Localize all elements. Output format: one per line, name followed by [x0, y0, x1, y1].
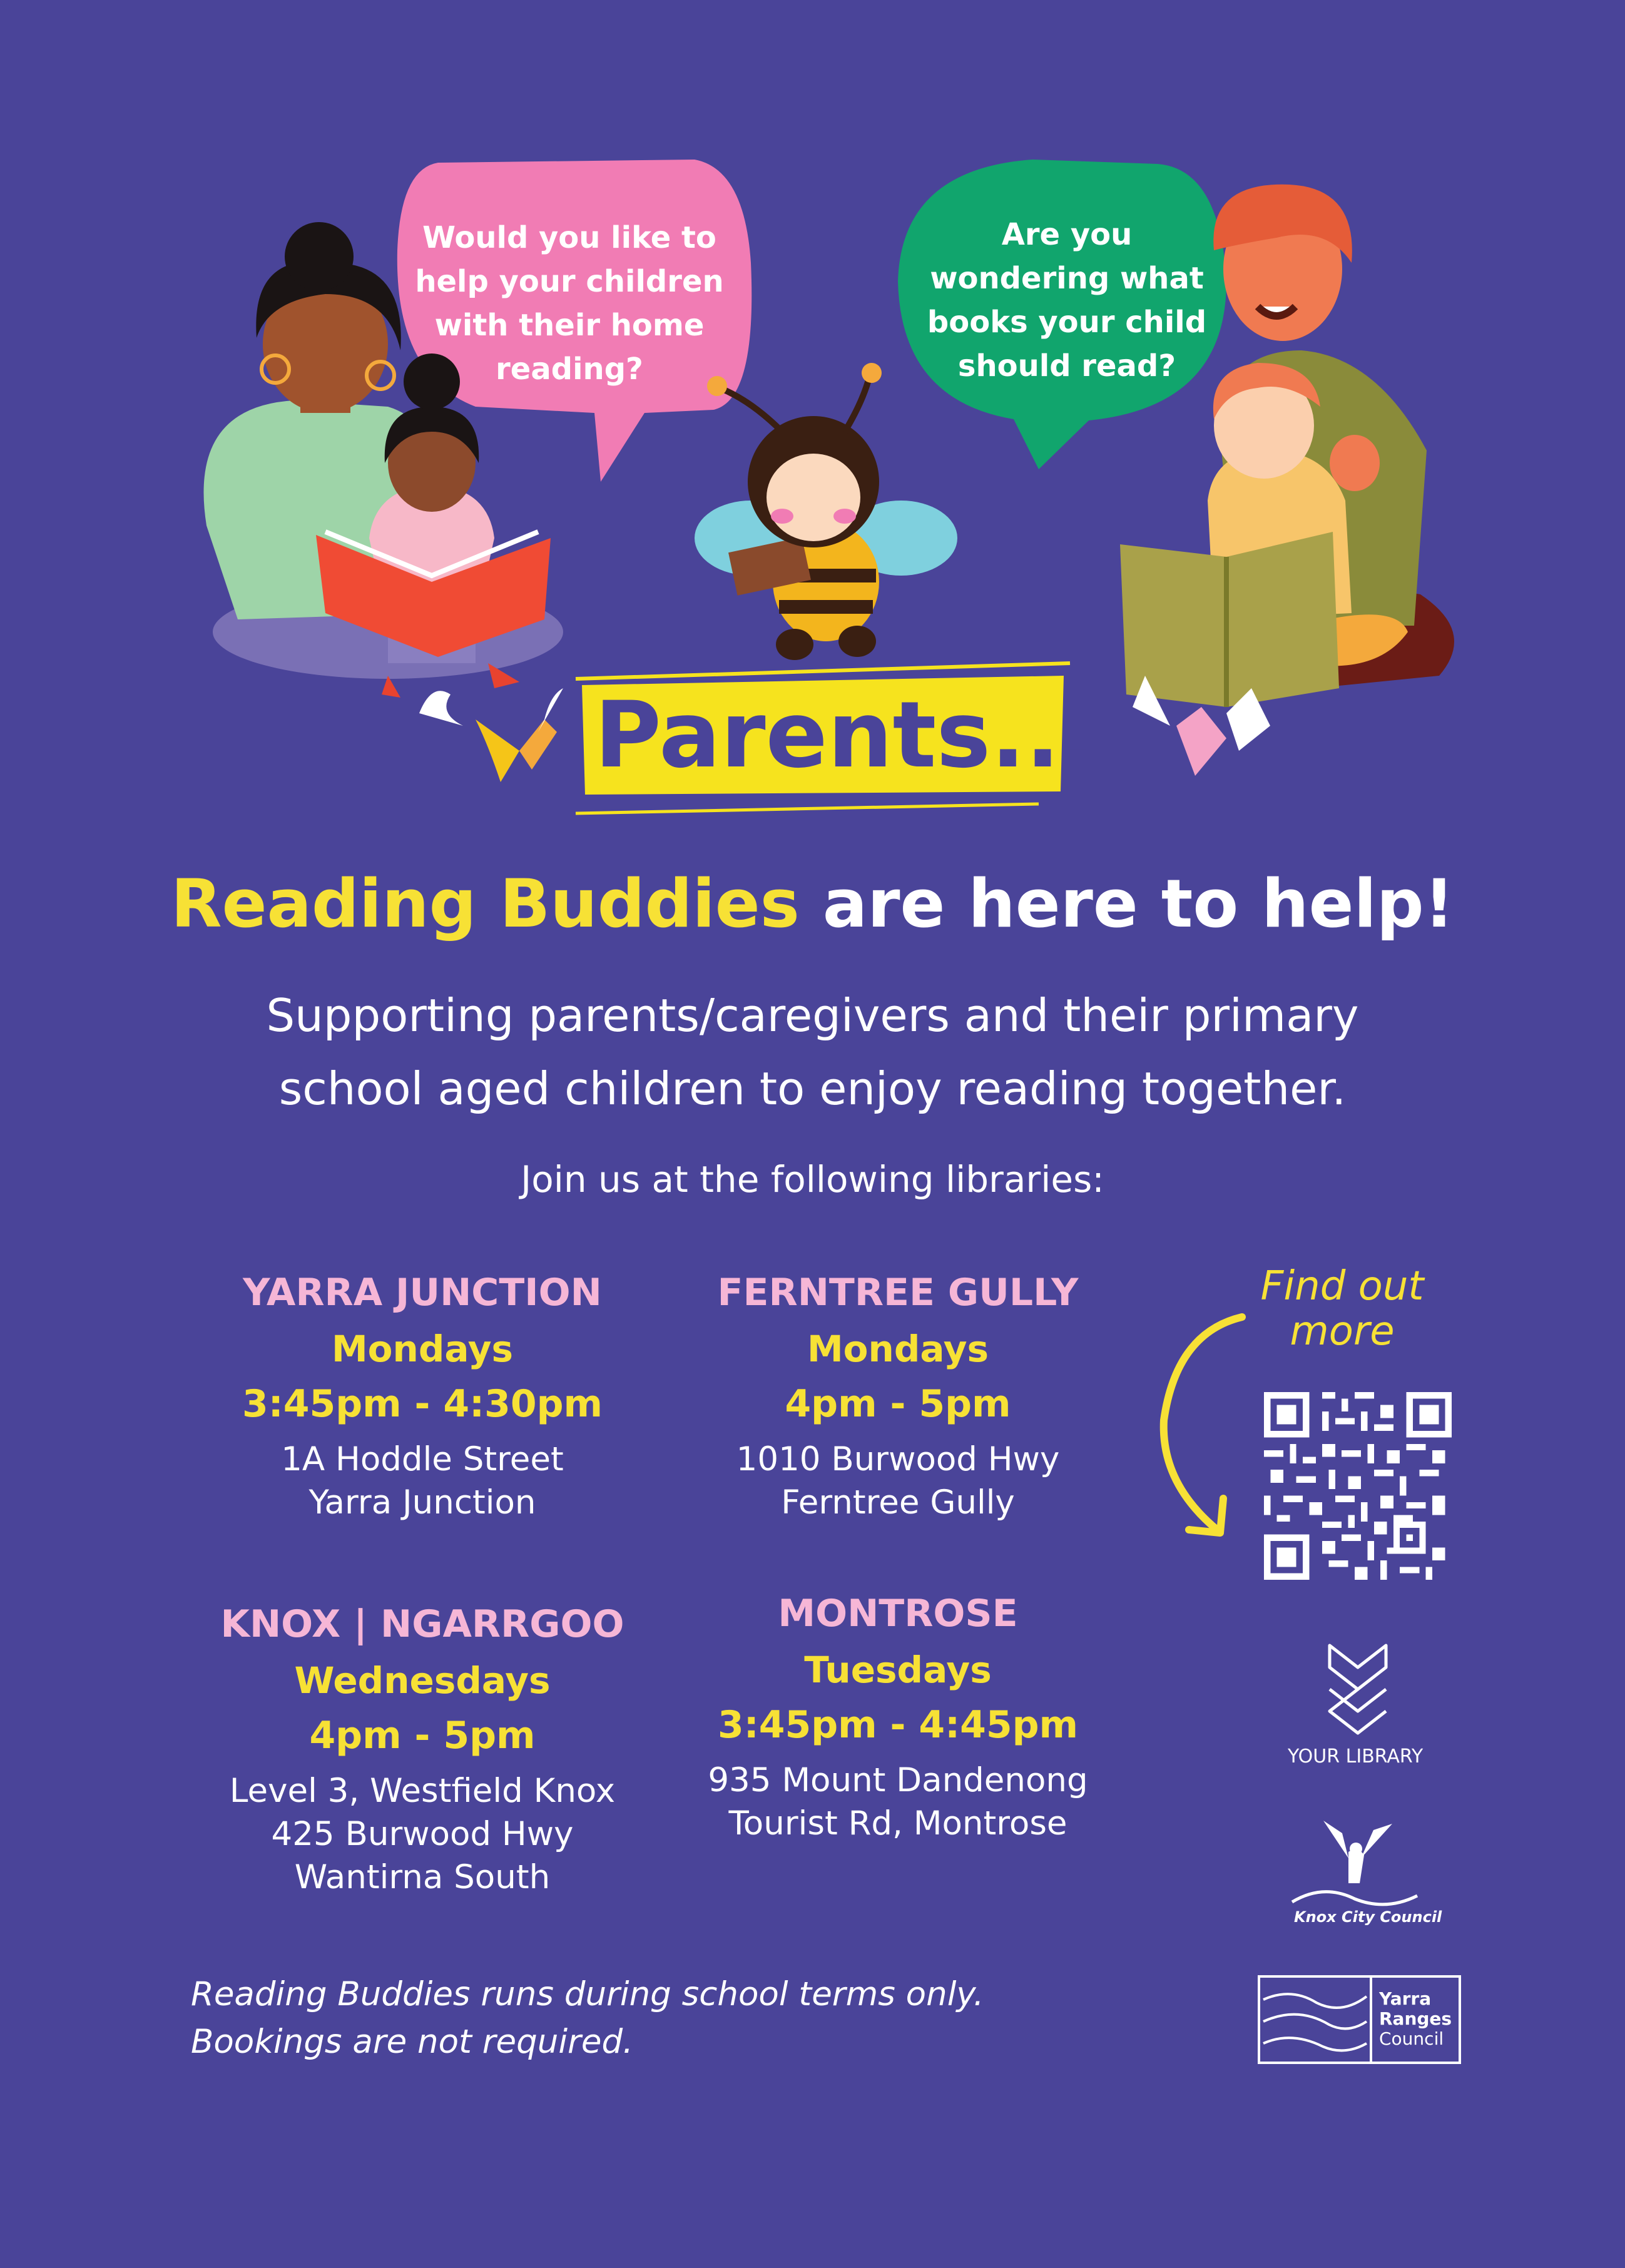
address-line: Wantirna South [294, 1858, 551, 1896]
library-day: Mondays [331, 1328, 514, 1370]
subheading-line2: school aged children to enjoy reading together. [278, 1062, 1347, 1115]
address-line: Yarra Junction [308, 1483, 536, 1522]
library-time: 4pm - 5pm [309, 1714, 536, 1757]
library-address [691, 1438, 1104, 1524]
subheading-line1: Supporting parents/caregivers and their primary [266, 989, 1359, 1042]
footnote [191, 1971, 984, 2066]
yarra-line2: Ranges [1379, 2008, 1452, 2029]
library-name: YARRA JUNCTION [243, 1271, 602, 1315]
yarra-line3: Council [1379, 2028, 1444, 2049]
library-day: Wednesdays [294, 1659, 551, 1702]
address-line: Ferntree Gully [781, 1483, 1015, 1522]
library-address [685, 1759, 1111, 1845]
winged-yellow-book [419, 688, 563, 782]
library-time: 3:45pm - 4:45pm [717, 1703, 1079, 1747]
library-time: 3:45pm - 4:30pm [242, 1382, 603, 1426]
curved-arrow-icon [1151, 1308, 1251, 1558]
library-knox-ngarrgoo [210, 1595, 635, 1899]
knox-city-council-label: Knox City Council [1294, 1908, 1442, 1926]
headline-rest: are here to help! [799, 865, 1455, 942]
library-address [210, 1769, 635, 1899]
bee-character [695, 363, 957, 660]
address-line: 1010 Burwood Hwy [736, 1440, 1060, 1478]
left-bubble-text: Would you like to help your children with their home reading? [415, 220, 724, 387]
qr-code[interactable] [1264, 1392, 1452, 1580]
your-library-label: YOUR LIBRARY [1288, 1746, 1424, 1767]
library-montrose [685, 1585, 1111, 1845]
library-name: KNOX | NGARRGOO [220, 1602, 624, 1646]
footnote-line1: Reading Buddies runs during school terms only. [191, 1975, 984, 2013]
library-yarra-junction [216, 1264, 629, 1524]
parents-banner-text: Parents... [594, 682, 1095, 788]
address-line: Tourist Rd, Montrose [728, 1804, 1067, 1843]
library-name: FERNTREE GULLY [717, 1271, 1079, 1315]
headline [0, 863, 1625, 945]
find-line1: Find out [1260, 1263, 1424, 1309]
library-name: MONTROSE [778, 1592, 1018, 1635]
address-line: 935 Mount Dandenong [708, 1761, 1088, 1799]
yarra-line1: Yarra [1379, 1988, 1432, 2009]
find-line2: more [1290, 1308, 1395, 1355]
yarra-text [1379, 1989, 1452, 2049]
your-library-logo-icon [1323, 1642, 1392, 1736]
address-line: 425 Burwood Hwy [271, 1815, 574, 1853]
subheading [0, 979, 1625, 1126]
join-text: Join us at the following libraries: [521, 1158, 1104, 1201]
green-book [1120, 532, 1339, 707]
library-ferntree-gully [691, 1264, 1104, 1524]
knox-eagle-logo-icon [1286, 1814, 1424, 1921]
footnote-line2: Bookings are not required. [191, 2023, 633, 2061]
headline-highlight: Reading Buddies [170, 865, 800, 942]
address-line: 1A Hoddle Street [281, 1440, 564, 1478]
find-out-more [1220, 1264, 1464, 1354]
library-day: Mondays [807, 1328, 989, 1370]
library-day: Tuesdays [804, 1649, 992, 1691]
yarra-mountains-icon [1260, 1978, 1370, 2062]
yarra-ranges-logo [1258, 1975, 1461, 2064]
address-line: Level 3, Westfield Knox [229, 1772, 616, 1810]
library-address [216, 1438, 629, 1524]
right-bubble-text: Are you wondering what books your child should read? [927, 217, 1207, 384]
library-time: 4pm - 5pm [785, 1382, 1011, 1426]
